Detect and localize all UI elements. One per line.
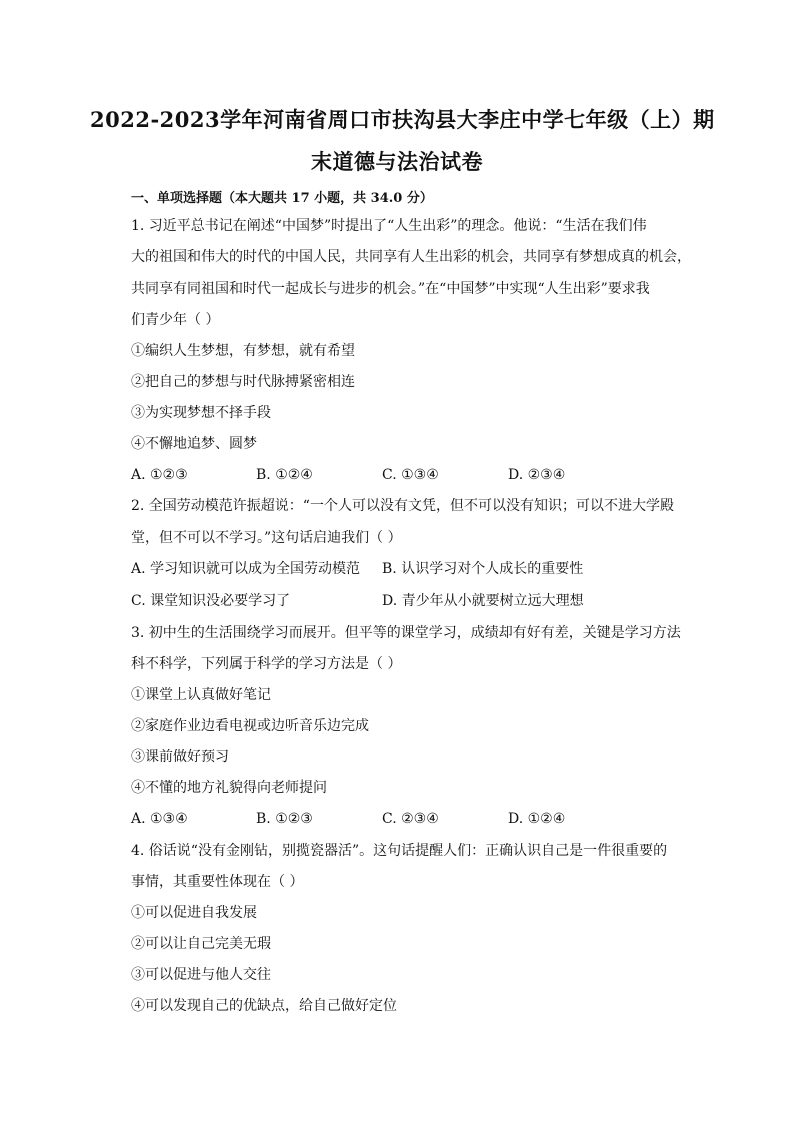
question-1-stem-line-4: 们青少年（ ） bbox=[131, 312, 220, 328]
question-4-item-2: ②可以让自己完美无瑕 bbox=[131, 936, 271, 952]
question-2-choice-a: A. 学习知识就可以成为全国劳动模范 bbox=[131, 561, 361, 577]
question-3-item-3: ③课前做好预习 bbox=[131, 749, 229, 765]
question-4-item-4: ④可以发现自己的优缺点，给自己做好定位 bbox=[131, 998, 397, 1014]
question-3-item-1: ①课堂上认真做好笔记 bbox=[131, 687, 271, 703]
question-2-choice-d: D. 青少年从小就要树立远大理想 bbox=[382, 593, 584, 609]
question-3-choice-b: B. ①②③ bbox=[256, 811, 313, 827]
question-2-choice-b: B. 认识学习对个人成长的重要性 bbox=[382, 561, 584, 577]
question-4-item-1: ①可以促进自我发展 bbox=[131, 905, 257, 921]
question-3-item-4: ④不懂的地方礼貌得向老师提问 bbox=[131, 780, 327, 796]
question-3-choice-c: C. ②③④ bbox=[382, 811, 439, 827]
question-1-choice-d: D. ②③④ bbox=[508, 467, 566, 483]
question-2-stem-line-1: 2. 全国劳动模范许振超说：“一个人可以没有文凭，但不可以没有知识；可以不进大学殿 bbox=[131, 498, 674, 514]
question-1-item-2: ②把自己的梦想与时代脉搏紧密相连 bbox=[131, 374, 355, 390]
question-3-choice-a: A. ①③④ bbox=[131, 811, 188, 827]
question-1-item-4: ④不懈地追梦、圆梦 bbox=[131, 436, 257, 452]
question-1-stem-line-2: 大的祖国和伟大的时代的中国人民，共同享有人生出彩的机会，共同享有梦想成真的机会， bbox=[131, 249, 691, 265]
question-2-choice-c: C. 课堂知识没必要学习了 bbox=[131, 593, 291, 609]
question-1-choice-c: C. ①③④ bbox=[382, 467, 439, 483]
question-4-stem-line-2: 事情，其重要性体现在（ ） bbox=[131, 874, 304, 890]
question-1-stem-line-3: 共同享有同祖国和时代一起成长与进步的机会。”在“中国梦”中实现“人生出彩”要求我 bbox=[131, 281, 650, 297]
question-1-item-1: ①编织人生梦想，有梦想，就有希望 bbox=[131, 343, 355, 359]
question-1-choice-b: B. ①②④ bbox=[256, 467, 313, 483]
question-1-stem-line-1: 1. 习近平总书记在阐述“中国梦”时提出了“人生出彩”的理念。他说：“生活在我们伟 bbox=[131, 218, 647, 234]
section-heading: 一、单项选择题（本大题共 17 小题，共 34.0 分） bbox=[131, 191, 433, 206]
exam-title-line-1: 2022-2023学年河南省周口市扶沟县大李庄中学七年级（上）期 bbox=[90, 107, 715, 132]
question-2-stem-line-2: 堂，但不可以不学习。”这句话启迪我们（ ） bbox=[131, 530, 402, 546]
question-3-stem-line-2: 科不科学，下列属于科学的学习方法是（ ） bbox=[131, 656, 402, 672]
question-3-item-2: ②家庭作业边看电视或边听音乐边完成 bbox=[131, 718, 369, 734]
question-1-choice-a: A. ①②③ bbox=[131, 467, 188, 483]
exam-title-line-2: 末道德与法治试卷 bbox=[311, 149, 483, 174]
question-4-item-3: ③可以促进与他人交往 bbox=[131, 967, 271, 983]
question-1-item-3: ③为实现梦想不择手段 bbox=[131, 405, 271, 421]
question-3-choice-d: D. ①②④ bbox=[508, 811, 566, 827]
question-3-stem-line-1: 3. 初中生的生活围绕学习而展开。但平等的课堂学习，成绩却有好有差，关键是学习方法 bbox=[131, 625, 681, 641]
question-4-stem-line-1: 4. 俗话说“没有金刚钻，别揽瓷器活”。这句话提醒人们：正确认识自己是一件很重要的 bbox=[131, 843, 668, 859]
